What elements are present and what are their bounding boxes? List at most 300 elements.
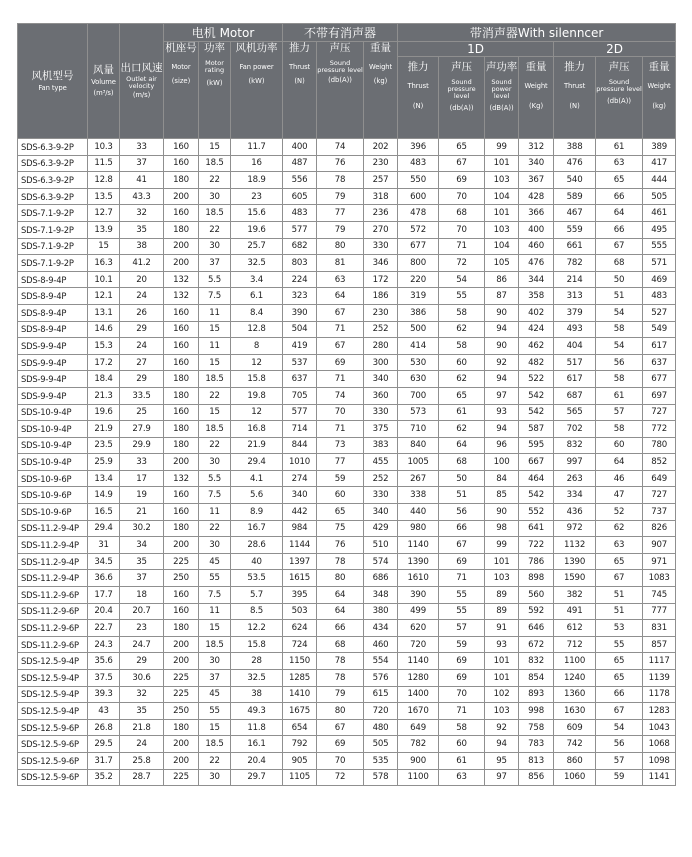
table-cell: 641 bbox=[519, 520, 554, 537]
table-cell: 99 bbox=[485, 139, 519, 156]
table-cell: 460 bbox=[519, 238, 554, 255]
table-row bbox=[18, 504, 676, 521]
table-cell: 971 bbox=[643, 553, 676, 570]
table-cell: 14.6 bbox=[88, 321, 120, 338]
table-cell: 786 bbox=[519, 553, 554, 570]
table-cell: 495 bbox=[643, 221, 676, 238]
cell-model: SDS-11.2-9-6P bbox=[18, 620, 88, 637]
table-cell: 15 bbox=[88, 238, 120, 255]
table-cell: 758 bbox=[519, 719, 554, 736]
col-thrust bbox=[283, 42, 317, 139]
col-motor-size bbox=[164, 42, 199, 139]
table-cell: 21.3 bbox=[88, 387, 120, 404]
d1-weight-en: Weight bbox=[524, 82, 548, 91]
table-cell: 535 bbox=[364, 752, 398, 769]
table-cell: 57 bbox=[439, 620, 485, 637]
table-cell: 18.5 bbox=[199, 636, 231, 653]
table-cell: 24.7 bbox=[120, 636, 164, 653]
table-cell: 560 bbox=[519, 587, 554, 604]
table-cell: 35 bbox=[120, 703, 164, 720]
table-cell: 1117 bbox=[643, 653, 676, 670]
table-cell: 160 bbox=[164, 404, 199, 421]
table-cell: 98 bbox=[485, 520, 519, 537]
col-1d-weight bbox=[519, 57, 554, 139]
table-cell: 10.3 bbox=[88, 139, 120, 156]
table-cell: 388 bbox=[554, 139, 596, 156]
table-cell: 1397 bbox=[283, 553, 317, 570]
table-cell: 737 bbox=[643, 504, 676, 521]
table-cell: 90 bbox=[485, 504, 519, 521]
table-cell: 400 bbox=[519, 221, 554, 238]
table-cell: 180 bbox=[164, 620, 199, 637]
table-cell: 24 bbox=[120, 736, 164, 753]
table-cell: 1360 bbox=[554, 686, 596, 703]
table-cell: 43 bbox=[88, 703, 120, 720]
table-cell: 12.2 bbox=[231, 620, 283, 637]
table-cell: 60 bbox=[317, 487, 364, 504]
table-cell: 59 bbox=[439, 636, 485, 653]
table-cell: 19 bbox=[120, 487, 164, 504]
table-cell: 26.8 bbox=[88, 719, 120, 736]
cell-model: SDS-12.5-9-6P bbox=[18, 752, 88, 769]
thrust-en: Thrust bbox=[288, 63, 311, 72]
table-cell: 13.5 bbox=[88, 188, 120, 205]
table-cell: 104 bbox=[485, 238, 519, 255]
table-cell: 72 bbox=[439, 255, 485, 272]
table-cell: 24 bbox=[120, 338, 164, 355]
table-cell: 1285 bbox=[283, 670, 317, 687]
table-cell: 62 bbox=[439, 371, 485, 388]
table-cell: 646 bbox=[519, 620, 554, 637]
table-cell: 542 bbox=[519, 387, 554, 404]
d1-spl-unit: (db(A)) bbox=[449, 103, 474, 112]
table-cell: 90 bbox=[485, 304, 519, 321]
table-cell: 677 bbox=[643, 371, 676, 388]
table-cell: 461 bbox=[643, 205, 676, 222]
table-cell: 330 bbox=[364, 404, 398, 421]
table-cell: 491 bbox=[554, 603, 596, 620]
table-cell: 28 bbox=[231, 653, 283, 670]
table-cell: 972 bbox=[554, 520, 596, 537]
table-cell: 13.4 bbox=[88, 470, 120, 487]
table-cell: 997 bbox=[554, 454, 596, 471]
table-cell: 69 bbox=[317, 354, 364, 371]
silencer-group-header: 带消声器With silenncer bbox=[398, 24, 676, 42]
table-cell: 24 bbox=[120, 288, 164, 305]
table-cell: 89 bbox=[485, 587, 519, 604]
table-cell: 556 bbox=[283, 172, 317, 189]
table-cell: 200 bbox=[164, 255, 199, 272]
table-cell: 574 bbox=[364, 553, 398, 570]
col-volume bbox=[88, 24, 120, 139]
table-cell: 18.5 bbox=[199, 155, 231, 172]
table-cell: 697 bbox=[643, 387, 676, 404]
table-cell: 29.9 bbox=[120, 437, 164, 454]
table-cell: 379 bbox=[554, 304, 596, 321]
table-cell: 530 bbox=[398, 354, 439, 371]
fan-spec-table bbox=[17, 23, 676, 786]
table-cell: 69 bbox=[439, 670, 485, 687]
table-cell: 700 bbox=[398, 387, 439, 404]
table-cell: 61 bbox=[439, 752, 485, 769]
table-cell: 745 bbox=[643, 587, 676, 604]
table-cell: 1410 bbox=[283, 686, 317, 703]
table-cell: 55 bbox=[439, 288, 485, 305]
table-cell: 79 bbox=[317, 221, 364, 238]
motor-rating-zh: 功率 bbox=[204, 42, 225, 54]
table-cell: 605 bbox=[283, 188, 317, 205]
table-cell: 58 bbox=[439, 719, 485, 736]
table-cell: 667 bbox=[519, 454, 554, 471]
table-cell: 63 bbox=[439, 769, 485, 786]
table-cell: 29 bbox=[120, 653, 164, 670]
cell-model: SDS-10-9-6P bbox=[18, 487, 88, 504]
table-cell: 180 bbox=[164, 421, 199, 438]
volume-zh: 风量 bbox=[93, 64, 114, 77]
table-cell: 71 bbox=[439, 703, 485, 720]
table-cell: 26 bbox=[120, 304, 164, 321]
table-cell: 832 bbox=[554, 437, 596, 454]
table-cell: 527 bbox=[643, 304, 676, 321]
table-cell: 21.9 bbox=[88, 421, 120, 438]
table-cell: 720 bbox=[398, 636, 439, 653]
table-cell: 32 bbox=[120, 205, 164, 222]
table-cell: 160 bbox=[164, 155, 199, 172]
table-cell: 71 bbox=[317, 371, 364, 388]
table-cell: 7.5 bbox=[199, 288, 231, 305]
table-cell: 73 bbox=[317, 437, 364, 454]
table-cell: 382 bbox=[554, 587, 596, 604]
table-cell: 28.7 bbox=[120, 769, 164, 786]
col-2d-thrust bbox=[554, 57, 596, 139]
table-cell: 483 bbox=[283, 205, 317, 222]
table-cell: 340 bbox=[283, 487, 317, 504]
table-cell: 1105 bbox=[283, 769, 317, 786]
table-cell: 80 bbox=[317, 238, 364, 255]
d1-swl-unit: (dB(A)) bbox=[489, 103, 514, 112]
cell-model: SDS-11.2-9-6P bbox=[18, 587, 88, 604]
table-row bbox=[18, 437, 676, 454]
cell-model: SDS-6.3-9-2P bbox=[18, 155, 88, 172]
table-cell: 186 bbox=[364, 288, 398, 305]
table-cell: 58 bbox=[439, 304, 485, 321]
cell-model: SDS-6.3-9-2P bbox=[18, 172, 88, 189]
table-cell: 71 bbox=[317, 321, 364, 338]
table-cell: 1132 bbox=[554, 537, 596, 554]
d1-weight-zh: 重量 bbox=[525, 61, 547, 73]
table-cell: 803 bbox=[283, 255, 317, 272]
cell-model: SDS-9-9-4P bbox=[18, 354, 88, 371]
table-cell: 32.5 bbox=[231, 670, 283, 687]
table-cell: 55 bbox=[439, 587, 485, 604]
table-cell: 60 bbox=[439, 354, 485, 371]
d1-spl-zh: 声压 bbox=[451, 61, 473, 73]
cell-model: SDS-12.5-9-4P bbox=[18, 653, 88, 670]
cell-model: SDS-6.3-9-2P bbox=[18, 139, 88, 156]
table-cell: 267 bbox=[398, 470, 439, 487]
table-cell: 617 bbox=[643, 338, 676, 355]
thrust-zh: 推力 bbox=[289, 42, 311, 54]
spl-zh: 声压 bbox=[329, 42, 351, 54]
cell-model: SDS-11.2-9-4P bbox=[18, 553, 88, 570]
cell-model: SDS-12.5-9-4P bbox=[18, 670, 88, 687]
table-cell: 64 bbox=[317, 288, 364, 305]
table-cell: 31.7 bbox=[88, 752, 120, 769]
table-cell: 66 bbox=[596, 188, 643, 205]
table-cell: 617 bbox=[554, 371, 596, 388]
table-cell: 12.8 bbox=[231, 321, 283, 338]
table-row bbox=[18, 371, 676, 388]
table-cell: 15 bbox=[199, 321, 231, 338]
table-cell: 15.3 bbox=[88, 338, 120, 355]
table-cell: 101 bbox=[485, 670, 519, 687]
table-cell: 37 bbox=[120, 570, 164, 587]
table-cell: 160 bbox=[164, 338, 199, 355]
table-cell: 436 bbox=[554, 504, 596, 521]
table-cell: 21.8 bbox=[120, 719, 164, 736]
table-cell: 200 bbox=[164, 736, 199, 753]
table-cell: 637 bbox=[643, 354, 676, 371]
table-cell: 16.1 bbox=[231, 736, 283, 753]
col-weight bbox=[364, 42, 398, 139]
table-cell: 180 bbox=[164, 719, 199, 736]
cell-model: SDS-8-9-4P bbox=[18, 288, 88, 305]
table-cell: 180 bbox=[164, 371, 199, 388]
table-cell: 90 bbox=[485, 338, 519, 355]
motor-rating-en: Motor rating bbox=[204, 59, 225, 74]
table-cell: 444 bbox=[643, 172, 676, 189]
table-cell: 200 bbox=[164, 537, 199, 554]
table-cell: 78 bbox=[317, 653, 364, 670]
table-cell: 826 bbox=[643, 520, 676, 537]
table-cell: 99 bbox=[485, 537, 519, 554]
table-cell: 555 bbox=[643, 238, 676, 255]
table-cell: 11.7 bbox=[231, 139, 283, 156]
table-cell: 782 bbox=[554, 255, 596, 272]
motor-group-header: 电机 Motor bbox=[164, 24, 283, 42]
table-cell: 587 bbox=[519, 421, 554, 438]
table-cell: 15.8 bbox=[231, 371, 283, 388]
table-cell: 64 bbox=[317, 587, 364, 604]
table-cell: 69 bbox=[439, 172, 485, 189]
table-cell: 280 bbox=[364, 338, 398, 355]
table-cell: 81 bbox=[317, 255, 364, 272]
table-cell: 21.9 bbox=[231, 437, 283, 454]
table-cell: 25 bbox=[120, 404, 164, 421]
table-cell: 898 bbox=[519, 570, 554, 587]
table-cell: 100 bbox=[485, 454, 519, 471]
table-row bbox=[18, 155, 676, 172]
table-cell: 687 bbox=[554, 387, 596, 404]
table-cell: 417 bbox=[643, 155, 676, 172]
table-cell: 11 bbox=[199, 338, 231, 355]
table-cell: 20.4 bbox=[231, 752, 283, 769]
table-cell: 180 bbox=[164, 221, 199, 238]
table-cell: 30 bbox=[199, 769, 231, 786]
table-cell: 41.2 bbox=[120, 255, 164, 272]
table-cell: 1390 bbox=[398, 553, 439, 570]
table-cell: 6.1 bbox=[231, 288, 283, 305]
cell-model: SDS-9-9-4P bbox=[18, 338, 88, 355]
table-cell: 132 bbox=[164, 470, 199, 487]
table-cell: 23.5 bbox=[88, 437, 120, 454]
table-cell: 712 bbox=[554, 636, 596, 653]
table-cell: 180 bbox=[164, 172, 199, 189]
table-cell: 67 bbox=[317, 304, 364, 321]
table-cell: 542 bbox=[519, 404, 554, 421]
table-cell: 37.5 bbox=[88, 670, 120, 687]
table-cell: 78 bbox=[317, 553, 364, 570]
table-cell: 30.2 bbox=[120, 520, 164, 537]
weight-unit: (kg) bbox=[373, 76, 388, 85]
table-cell: 37 bbox=[120, 155, 164, 172]
table-cell: 66 bbox=[439, 520, 485, 537]
cell-model: SDS-10-9-4P bbox=[18, 454, 88, 471]
table-cell: 15.6 bbox=[231, 205, 283, 222]
table-cell: 160 bbox=[164, 205, 199, 222]
table-cell: 214 bbox=[554, 271, 596, 288]
table-cell: 71 bbox=[439, 238, 485, 255]
table-cell: 96 bbox=[485, 437, 519, 454]
table-cell: 67 bbox=[596, 570, 643, 587]
table-cell: 1630 bbox=[554, 703, 596, 720]
table-cell: 60 bbox=[596, 437, 643, 454]
table-cell: 250 bbox=[164, 570, 199, 587]
table-cell: 7.5 bbox=[199, 587, 231, 604]
table-row bbox=[18, 752, 676, 769]
table-cell: 1400 bbox=[398, 686, 439, 703]
d2-spl-zh: 声压 bbox=[608, 61, 630, 73]
table-cell: 18.5 bbox=[199, 205, 231, 222]
weight-zh: 重量 bbox=[370, 42, 392, 54]
sub-header-2d: 2D bbox=[554, 42, 676, 57]
table-cell: 10.1 bbox=[88, 271, 120, 288]
table-cell: 47 bbox=[596, 487, 643, 504]
table-cell: 1043 bbox=[643, 719, 676, 736]
table-row bbox=[18, 587, 676, 604]
table-cell: 160 bbox=[164, 603, 199, 620]
table-cell: 57 bbox=[596, 752, 643, 769]
table-cell: 53 bbox=[596, 620, 643, 637]
table-cell: 11 bbox=[199, 504, 231, 521]
table-cell: 63 bbox=[317, 271, 364, 288]
cell-model: SDS-10-9-6P bbox=[18, 504, 88, 521]
table-cell: 65 bbox=[596, 653, 643, 670]
table-cell: 620 bbox=[398, 620, 439, 637]
table-cell: 1100 bbox=[398, 769, 439, 786]
table-cell: 252 bbox=[364, 470, 398, 487]
table-cell: 64 bbox=[317, 603, 364, 620]
volume-en: Volume bbox=[91, 78, 116, 87]
table-cell: 45 bbox=[199, 553, 231, 570]
table-cell: 831 bbox=[643, 620, 676, 637]
table-cell: 103 bbox=[485, 570, 519, 587]
table-cell: 103 bbox=[485, 172, 519, 189]
table-cell: 60 bbox=[439, 736, 485, 753]
table-cell: 1150 bbox=[283, 653, 317, 670]
table-cell: 386 bbox=[398, 304, 439, 321]
model-zh: 风机型号 bbox=[31, 69, 74, 82]
table-row bbox=[18, 769, 676, 786]
table-cell: 65 bbox=[596, 670, 643, 687]
spl-en: Sound pressure level bbox=[317, 59, 363, 74]
table-cell: 70 bbox=[439, 221, 485, 238]
table-cell: 1240 bbox=[554, 670, 596, 687]
d2-thrust-en: Thrust bbox=[563, 82, 586, 91]
table-cell: 69 bbox=[439, 553, 485, 570]
table-cell: 980 bbox=[398, 520, 439, 537]
table-cell: 67 bbox=[439, 155, 485, 172]
table-cell: 330 bbox=[364, 487, 398, 504]
table-cell: 51 bbox=[439, 487, 485, 504]
table-cell: 8 bbox=[231, 338, 283, 355]
table-cell: 389 bbox=[643, 139, 676, 156]
table-cell: 440 bbox=[398, 504, 439, 521]
table-cell: 70 bbox=[439, 188, 485, 205]
table-row bbox=[18, 354, 676, 371]
table-cell: 57 bbox=[596, 404, 643, 421]
table-cell: 64 bbox=[596, 454, 643, 471]
table-cell: 94 bbox=[485, 321, 519, 338]
table-cell: 390 bbox=[283, 304, 317, 321]
col-spl bbox=[317, 42, 364, 139]
table-cell: 366 bbox=[519, 205, 554, 222]
table-cell: 16 bbox=[231, 155, 283, 172]
table-cell: 16.7 bbox=[231, 520, 283, 537]
cell-model: SDS-10-9-4P bbox=[18, 437, 88, 454]
col-velocity bbox=[120, 24, 164, 139]
table-cell: 252 bbox=[364, 321, 398, 338]
table-cell: 612 bbox=[554, 620, 596, 637]
table-cell: 77 bbox=[317, 205, 364, 222]
table-cell: 16.5 bbox=[88, 504, 120, 521]
table-row bbox=[18, 736, 676, 753]
cell-model: SDS-7.1-9-2P bbox=[18, 221, 88, 238]
table-cell: 132 bbox=[164, 288, 199, 305]
table-cell: 200 bbox=[164, 653, 199, 670]
cell-model: SDS-11.2-9-4P bbox=[18, 520, 88, 537]
col-1d-swl bbox=[485, 57, 519, 139]
table-cell: 323 bbox=[283, 288, 317, 305]
table-cell: 29 bbox=[120, 371, 164, 388]
table-cell: 35 bbox=[120, 221, 164, 238]
table-cell: 672 bbox=[519, 636, 554, 653]
table-row bbox=[18, 238, 676, 255]
table-cell: 95 bbox=[485, 752, 519, 769]
table-cell: 103 bbox=[485, 221, 519, 238]
table-cell: 270 bbox=[364, 221, 398, 238]
table-cell: 550 bbox=[398, 172, 439, 189]
table-cell: 97 bbox=[485, 769, 519, 786]
table-cell: 637 bbox=[283, 371, 317, 388]
d1-thrust-en: Thrust bbox=[407, 82, 429, 91]
table-cell: 503 bbox=[283, 603, 317, 620]
table-cell: 30 bbox=[199, 238, 231, 255]
cell-model: SDS-8-9-4P bbox=[18, 304, 88, 321]
table-cell: 70 bbox=[317, 404, 364, 421]
table-cell: 22 bbox=[199, 387, 231, 404]
table-cell: 97 bbox=[485, 387, 519, 404]
table-cell: 61 bbox=[596, 139, 643, 156]
table-cell: 318 bbox=[364, 188, 398, 205]
cell-model: SDS-11.2-9-4P bbox=[18, 537, 88, 554]
fan-power-en: Fan power bbox=[239, 63, 274, 72]
table-cell: 200 bbox=[164, 636, 199, 653]
table-cell: 649 bbox=[643, 470, 676, 487]
table-cell: 710 bbox=[398, 421, 439, 438]
cell-model: SDS-10-9-4P bbox=[18, 404, 88, 421]
table-cell: 55 bbox=[596, 636, 643, 653]
